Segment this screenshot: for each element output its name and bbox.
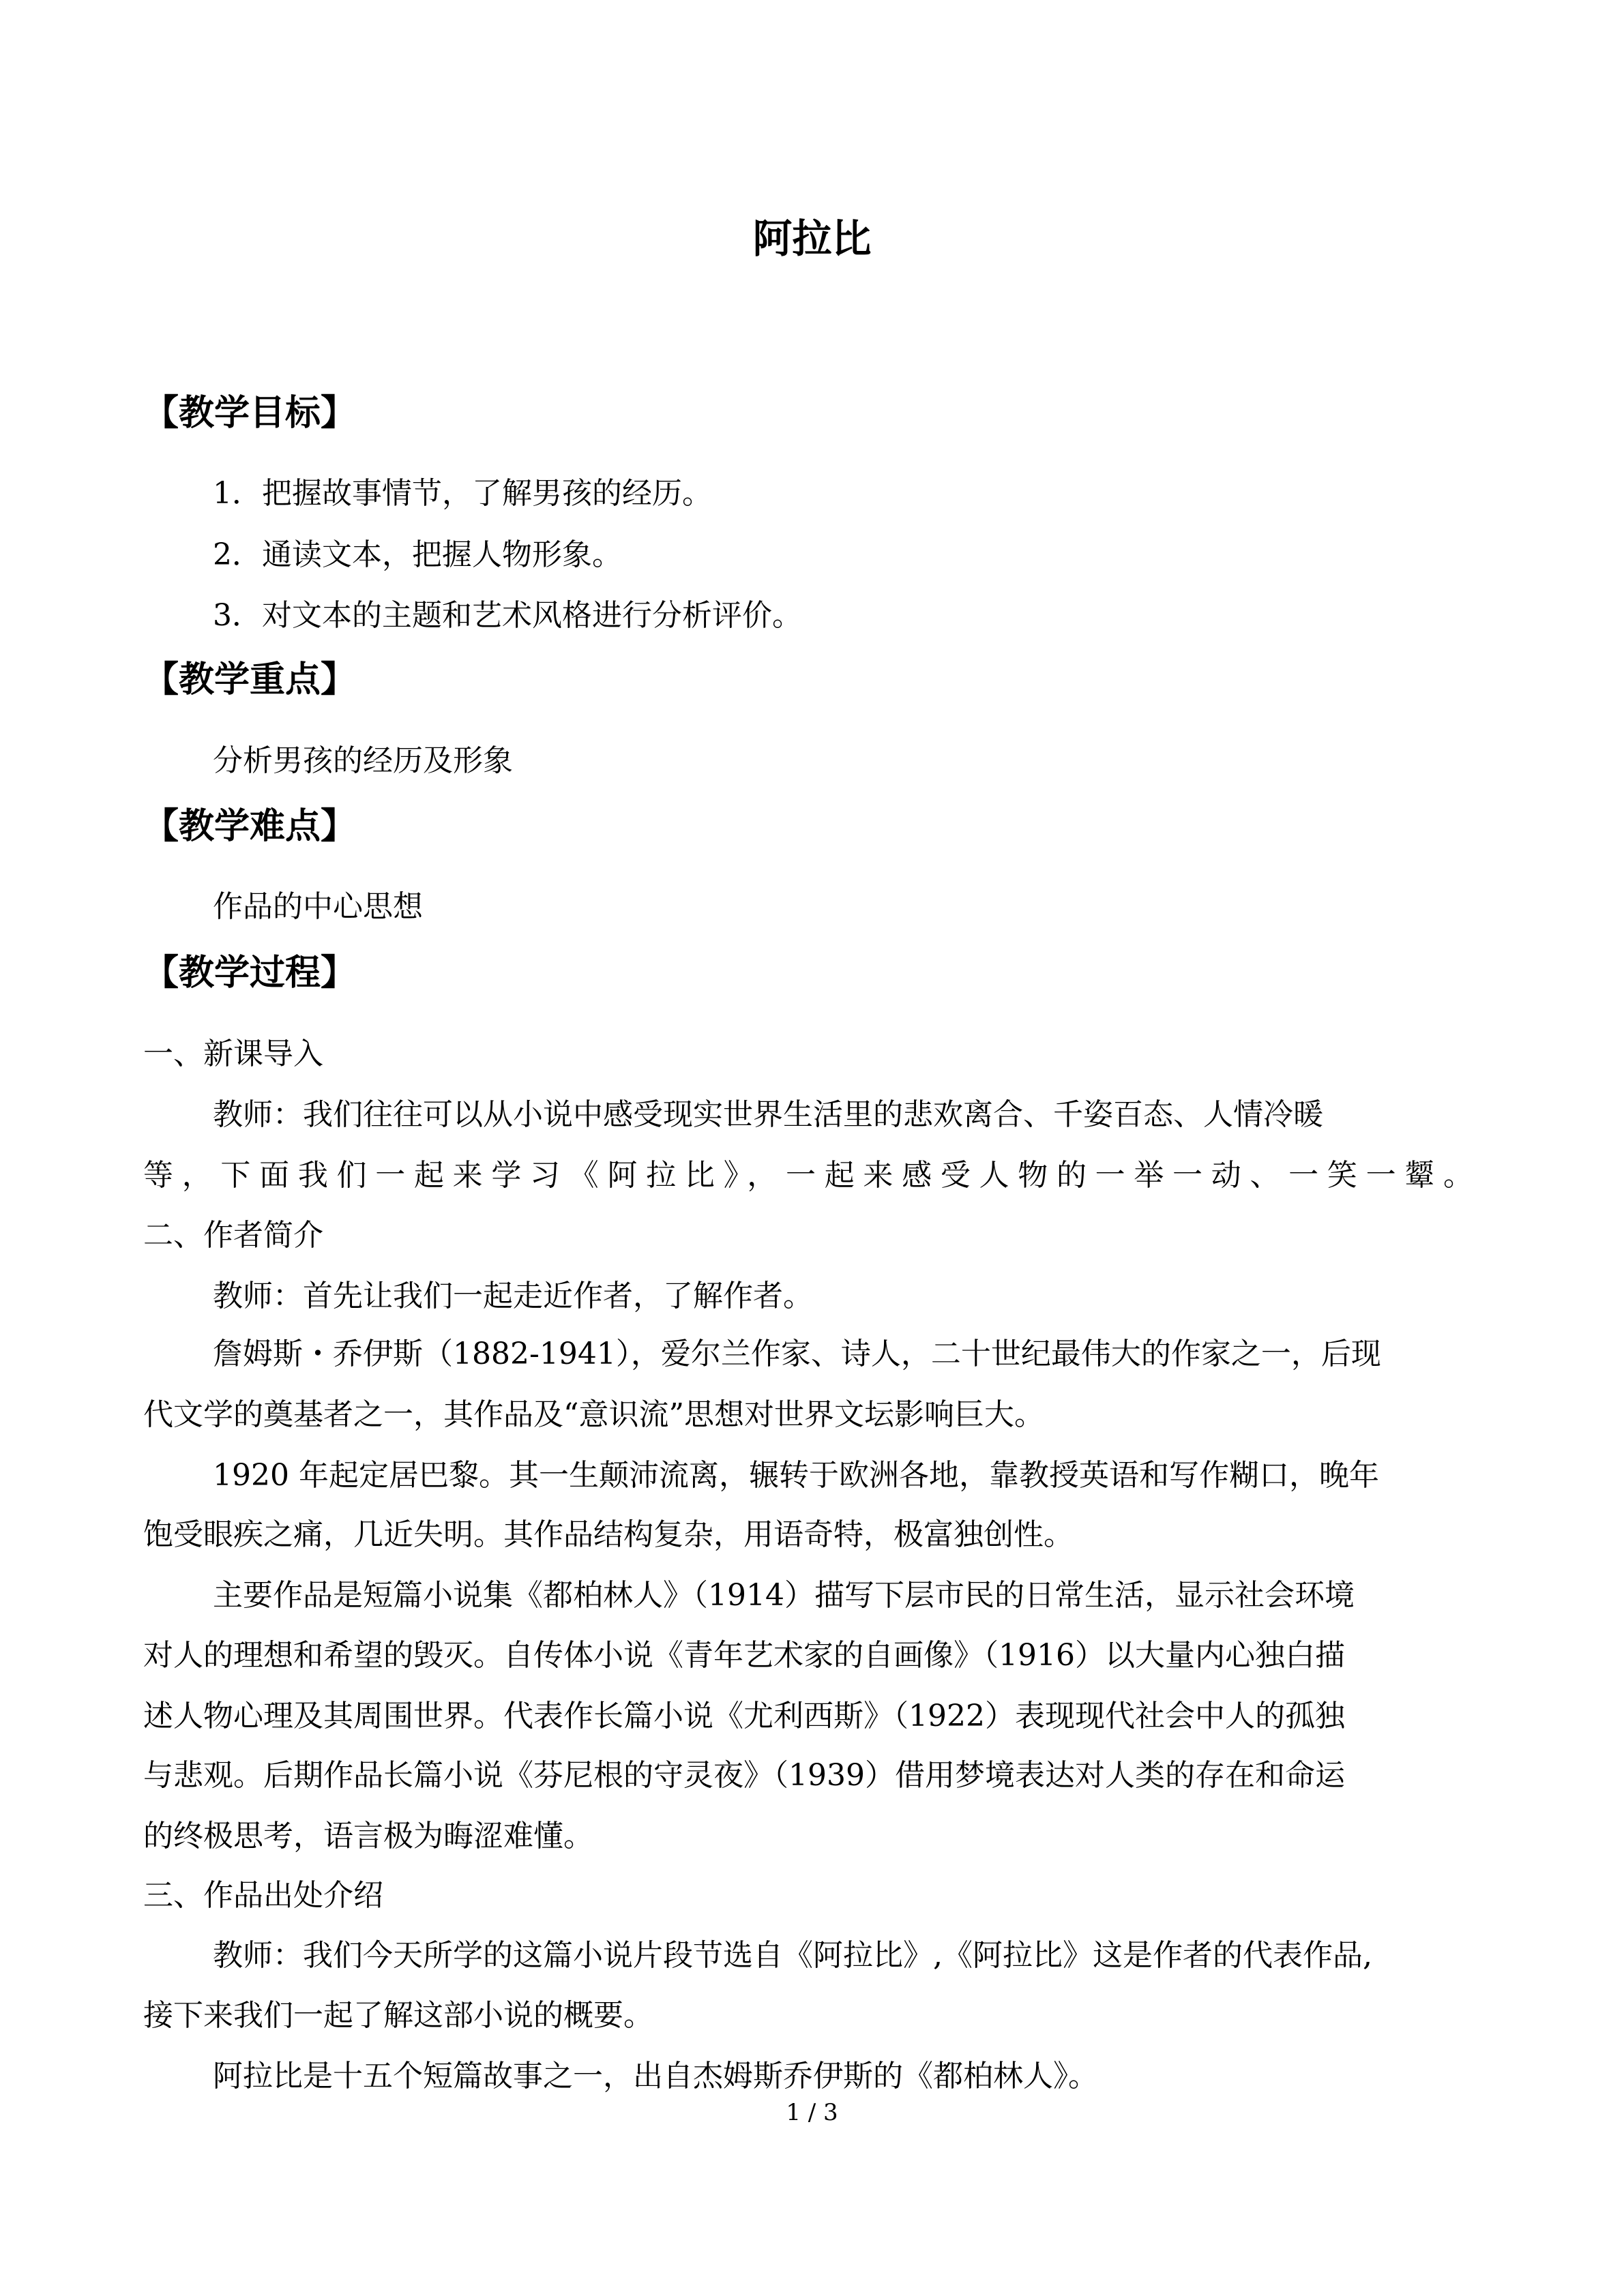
objective-item: 1．把握故事情节，了解男孩的经历。 xyxy=(213,476,712,511)
paragraph-line: 的终极思考，语言极为晦涩难懂。 xyxy=(143,1819,593,1853)
objective-item: 3．对文本的主题和艺术风格进行分析评价。 xyxy=(213,598,802,633)
process-heading: 【教学过程】 xyxy=(143,953,357,994)
document-title: 阿拉比 xyxy=(752,215,872,262)
part3-title: 三、作品出处介绍 xyxy=(143,1878,383,1913)
paragraph-line: 述人物心理及其周围世界。代表作长篇小说《尤利西斯》（1922）表现现代社会中人的孤独 xyxy=(143,1699,1345,1733)
key-points-text: 分析男孩的经历及形象 xyxy=(213,743,513,778)
paragraph-line: 代文学的奠基者之一，其作品及“意识流”思想对世界文坛影响巨大。 xyxy=(143,1397,1044,1432)
paragraph-line: 教师：我们今天所学的这篇小说片段节选自《阿拉比》,《阿拉比》这是作者的代表作品, xyxy=(213,1938,1372,1973)
difficulties-heading: 【教学难点】 xyxy=(143,806,357,847)
paragraph-line: 1920 年起定居巴黎。其一生颠沛流离，辗转于欧洲各地，靠教授英语和写作糊口，晚年 xyxy=(213,1458,1379,1493)
paragraph-line: 与悲观。后期作品长篇小说《芬尼根的守灵夜》（1939）借用梦境表达对人类的存在和命运 xyxy=(143,1758,1345,1793)
paragraph-line: 阿拉比是十五个短篇故事之一，出自杰姆斯乔伊斯的《都柏林人》。 xyxy=(213,2059,1098,2093)
part1-title: 一、新课导入 xyxy=(143,1037,323,1071)
objective-item: 2．通读文本，把握人物形象。 xyxy=(213,537,622,572)
difficulties-text: 作品的中心思想 xyxy=(213,889,423,924)
page-number: 1 / 3 xyxy=(786,2099,838,2126)
part2-title: 二、作者简介 xyxy=(143,1218,323,1253)
paragraph-line: 教师：我们往往可以从小说中感受现实世界生活里的悲欢离合、千姿百态、人情冷暖 xyxy=(213,1097,1323,1132)
paragraph-line: 教师：首先让我们一起走近作者，了解作者。 xyxy=(213,1279,813,1313)
paragraph-line: 詹姆斯・乔伊斯（1882-1941），爱尔兰作家、诗人，二十世纪最伟大的作家之一，后现 xyxy=(213,1337,1381,1371)
paragraph-line: 接下来我们一起了解这部小说的概要。 xyxy=(143,1998,653,2033)
paragraph-line: 饱受眼疾之痛，几近失明。其作品结构复杂，用语奇特，极富独创性。 xyxy=(143,1517,1074,1552)
key-points-heading: 【教学重点】 xyxy=(143,659,357,700)
objectives-heading: 【教学目标】 xyxy=(143,393,357,434)
paragraph-line: 主要作品是短篇小说集《都柏林人》（1914）描写下层市民的日常生活，显示社会环境 xyxy=(213,1578,1355,1613)
paragraph-line: 对人的理想和希望的毁灭。自传体小说《青年艺术家的自画像》（1916）以大量内心独白描 xyxy=(143,1638,1345,1673)
paragraph-line: 等，下面我们一起来学习《阿拉比》，一起来感受人物的一举一动、一笑一颦。 xyxy=(143,1158,1473,1193)
